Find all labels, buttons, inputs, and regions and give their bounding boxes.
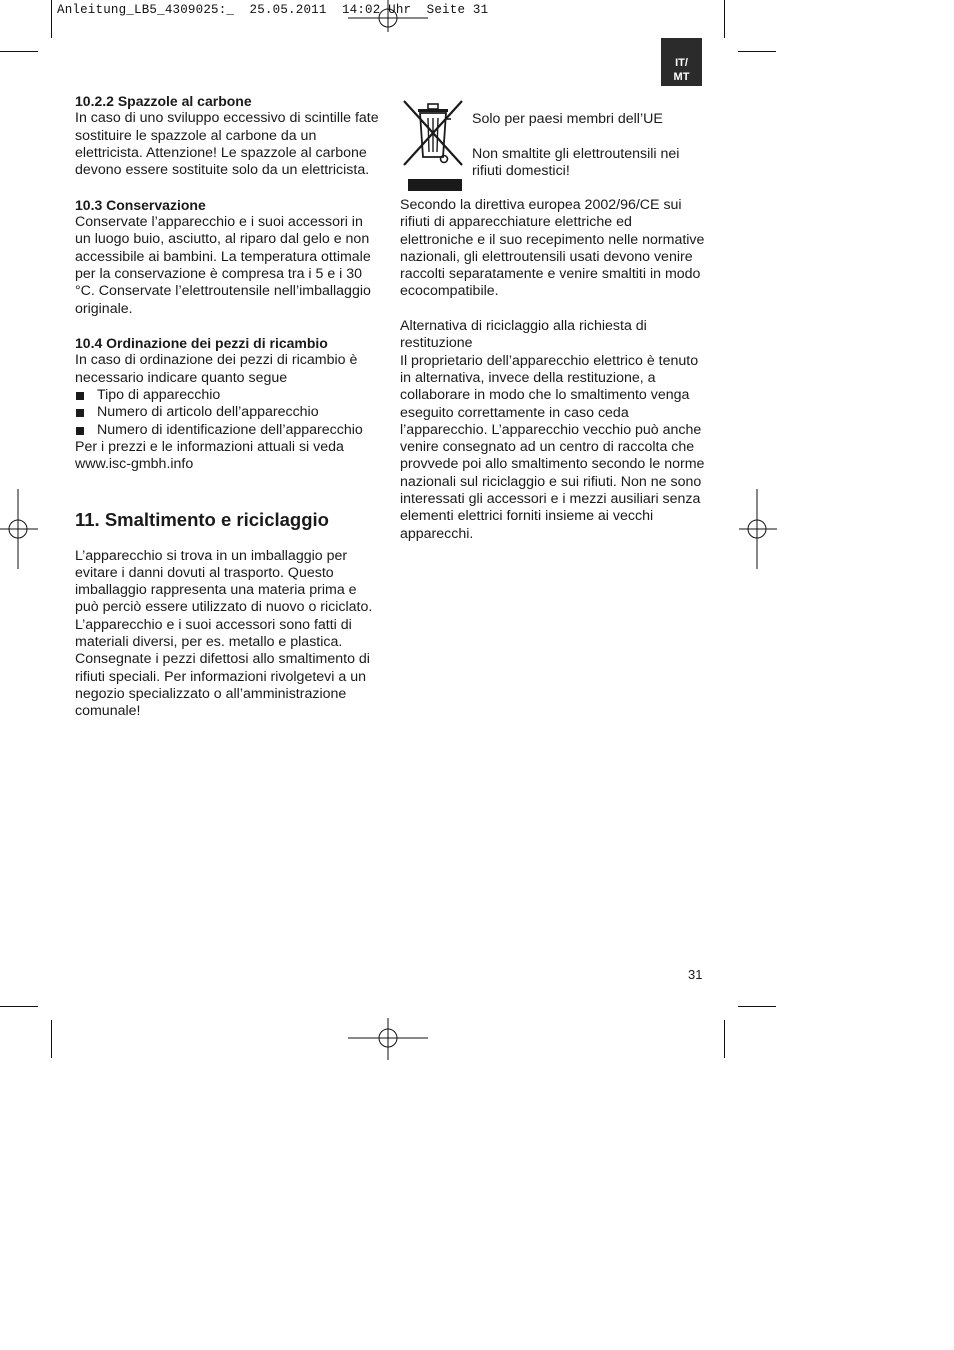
- page-number: 31: [688, 967, 703, 982]
- registration-mark-left: [0, 489, 40, 569]
- square-bullet-icon: [76, 427, 84, 435]
- registration-mark-right: [737, 489, 777, 569]
- list-item: Numero di identificazione dell’apparecchio: [75, 422, 380, 439]
- paragraph-eu-directive: Secondo la direttiva europea 2002/96/CE sui rifiuti di apparecchiature elettriche ed elettroniche e il suo recepimento nelle normative nazionali, gli elettroutensili usati devono venire raccolti separatamente e venire smaltiti in modo ecocompatibile.: [400, 197, 705, 300]
- paragraph-carbon-brushes: In caso di uno sviluppo eccessivo di scintille fate sostituire le spazzole al carbone da un elettricista. Attenzione! Le spazzole al carbone devono essere sostituite solo da un elettricista.: [75, 110, 379, 179]
- no-household-waste-note: Non smaltite gli elettroutensili nei rifiuti domestici!: [472, 145, 680, 179]
- paragraph-spare-parts-intro: In caso di ordinazione dei pezzi di ricambio è necessario indicare quanto segue: [75, 352, 358, 386]
- heading-10-2-2: 10.2.2 Spazzole al carbone: [75, 93, 252, 109]
- list-item: Numero di articolo dell’apparecchio: [75, 404, 380, 421]
- paragraph-recycling-alternative: Il proprietario dell’apparecchio elettrico è tenuto in alternativa, invece della restituzione, a collaborare in modo che lo smaltimento venga eseguito correttamente in caso ceda l’apparecchio. L’apparecchio vecchio può anche venire consegnato ad un centro di raccolta che provvede poi allo smaltimento secondo le norme nazionali sul riciclaggio e sui rifiuti. Non ne sono interessati gli accessori e i mezzi ausiliari senza elementi elettrici forniti insieme ai vecchi apparecchi.: [400, 352, 705, 542]
- left-column: [75, 93, 380, 721]
- crop-mark-bottom-right-vertical: [724, 1020, 725, 1058]
- crop-mark-top-left-vertical: [51, 0, 52, 38]
- paragraph-storage: Conservate l’apparecchio e i suoi accessori in un luogo buio, asciutto, al riparo dal gelo e non accessibile ai bambini. La temperatura ottimale per la conservazione è compresa tra i 5 e i 30 °C. Conservate l’elettroutensile nell’imballaggio originale.: [75, 214, 371, 317]
- registration-mark-bottom: [348, 1018, 428, 1060]
- paragraph-disposal: L’apparecchio si trova in un imballaggio per evitare i danni dovuti al trasporto. Questo imballaggio rappresenta una materia prima e può perciò essere utilizzato di nuovo o riciclato. L’apparecchio e i suoi accessori sono fatti di materiali diversi, per es. metallo e plastica. Consegnate i pezzi difettosi allo smaltimento di rifiuti speciali. Per informazioni rivolgetevi a un negozio specializzato o all’amministrazione comunale!: [75, 547, 373, 720]
- crossed-out-wheelie-bin-icon: [402, 99, 464, 192]
- spare-parts-list: [75, 387, 380, 439]
- language-tab-line1: IT/: [675, 57, 688, 69]
- square-bullet-icon: [76, 392, 84, 400]
- right-column: [400, 93, 705, 543]
- crop-mark-top-right-vertical: [724, 0, 725, 38]
- weee-block: [400, 93, 705, 197]
- heading-10-3: 10.3 Conservazione: [75, 196, 206, 213]
- paragraph-spare-parts-outro: Per i prezzi e le informazioni attuali si veda www.isc-gmbh.info: [75, 438, 344, 473]
- eu-only-note: Solo per paesi membri dell’UE: [472, 111, 663, 127]
- crop-mark-bottom-right-horizontal: [738, 1006, 776, 1007]
- language-tab: [661, 38, 702, 86]
- crop-mark-top-right-horizontal: [738, 51, 776, 52]
- crop-mark-bottom-left-vertical: [51, 1020, 52, 1058]
- recycling-alternative-title: Alternativa di riciclaggio alla richiesta di restituzione: [400, 318, 647, 352]
- list-item: Tipo di apparecchio: [75, 387, 380, 404]
- heading-10-4: 10.4 Ordinazione dei pezzi di ricambio: [75, 335, 328, 352]
- crop-mark-bottom-left-horizontal: [0, 1006, 38, 1007]
- language-tab-line2: MT: [673, 71, 690, 83]
- weee-note: [472, 111, 712, 180]
- registration-mark-top: [348, 0, 428, 40]
- square-bullet-icon: [76, 409, 84, 417]
- crop-mark-top-left-horizontal: [0, 51, 38, 52]
- heading-section-11: 11. Smaltimento e riciclaggio: [75, 508, 329, 530]
- printer-slug-line: Anleitung_LB5_4309025:_ 25.05.2011 14:02 Uhr Seite 31: [57, 3, 489, 17]
